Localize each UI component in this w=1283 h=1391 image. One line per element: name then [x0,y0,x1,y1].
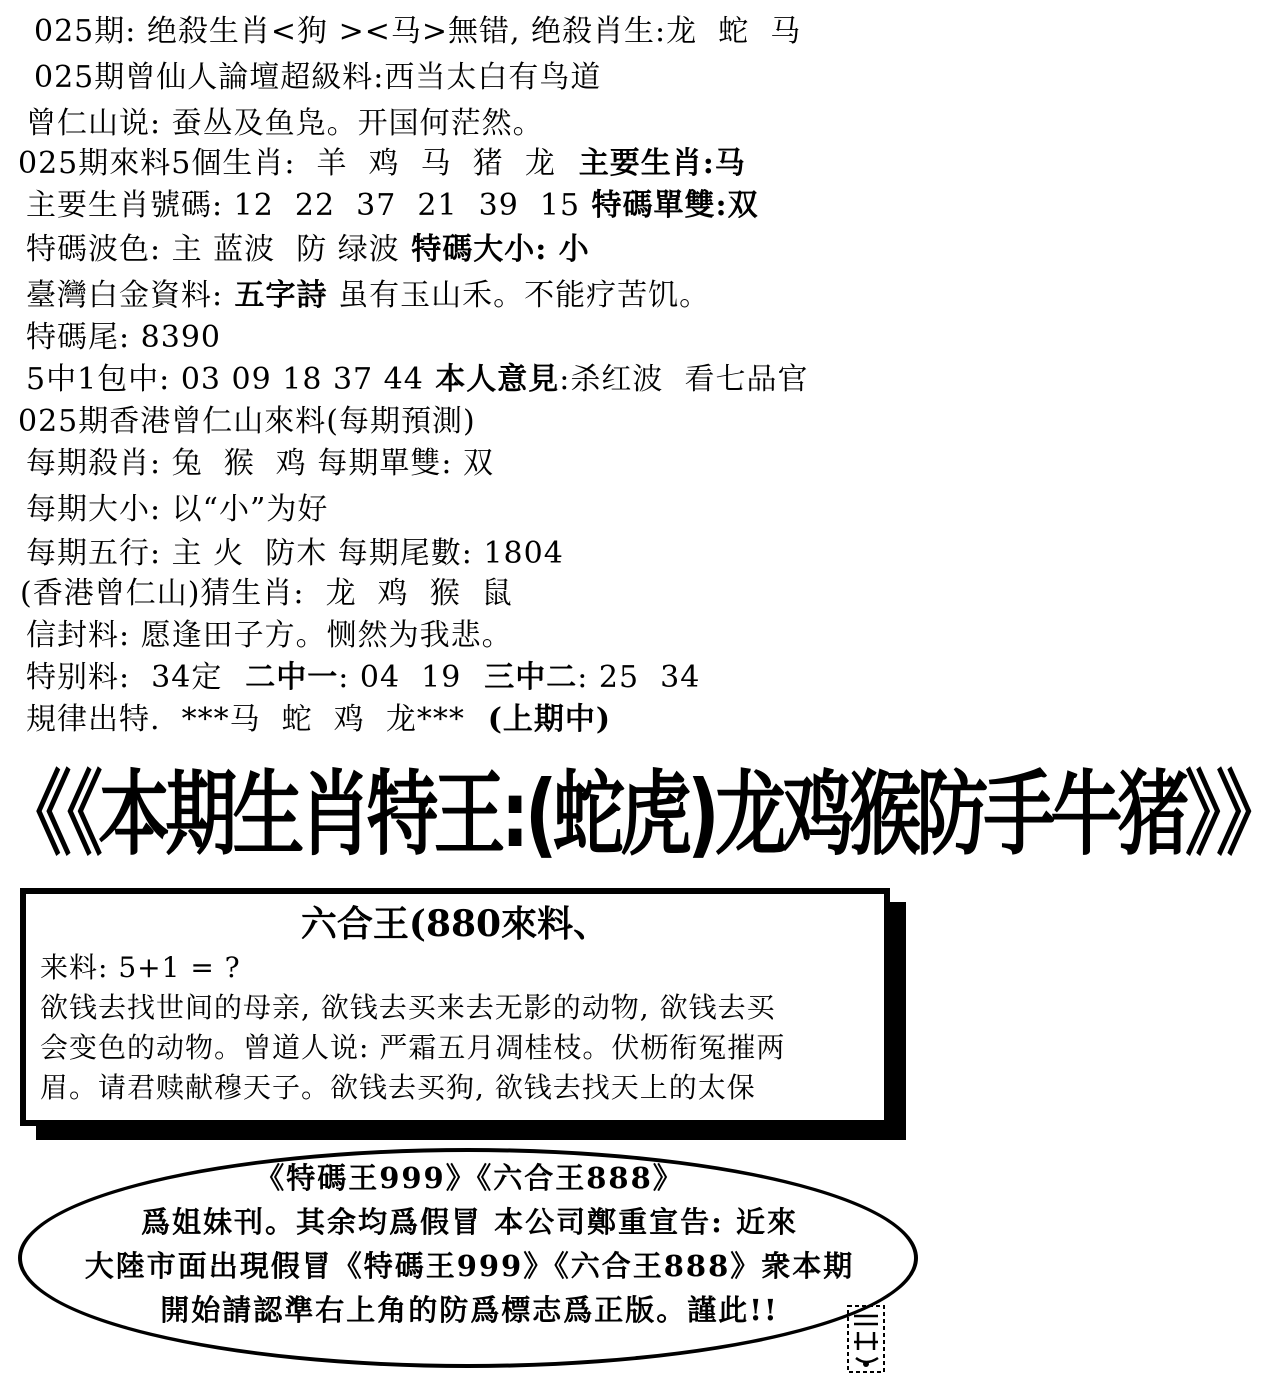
line-7-poem-label: 五字詩 [223,278,328,313]
notice-line-1: 《特碼王999》《六合王888》 [255,1161,684,1195]
line-16-three-in-two: : 25 34 [577,660,701,695]
notice-line-4: 開始請認準右上角的防爲標志爲正版。謹此!! [160,1293,779,1327]
line-5 [26,188,759,224]
line-3 [26,106,544,142]
line-8 [26,320,221,356]
line-3-text: 曾仁山说: 蚕丛及鱼凫。开国何茫然。 [26,106,544,141]
line-16-two-in-one-label: 二中一 [222,660,339,695]
line-17 [26,702,611,738]
box-title: 六合王(880來料、 [300,903,610,945]
line-1 [34,14,801,50]
box-line-1: 来料: 5+1 = ? [40,951,241,984]
anti-fake-seal-icon [842,1302,892,1378]
line-4 [18,146,746,182]
line-16 [26,660,700,696]
line-17-last-hit: (上期中) [464,702,612,737]
line-15 [26,618,513,654]
line-9-opinion: :杀红波 看七品官 [559,362,809,397]
line-5-odd-even: 特碼單雙:双 [580,188,759,223]
line-16-two-in-one: : 04 19 [338,660,462,695]
line-13-text: 每期五行: 主 火 防木 [26,536,328,571]
line-7 [26,278,710,314]
line-7-poem: 虽有玉山禾。不能疗苦饥。 [327,278,711,313]
line-13-tail: 每期尾數: 1804 [327,536,564,571]
line-6-text: 特碼波色: 主 蓝波 防 绿波 [26,232,400,267]
notice-line-3: 大陸市面出現假冒《特碼王999》《六合王888》衆本期 [84,1249,855,1283]
line-5-text: 主要生肖號碼: 12 22 37 21 39 15 [26,188,581,223]
line-6-size: 特碼大小: 小 [399,232,590,267]
line-11-text: 每期殺肖: 兔 猴 鸡 [26,446,307,481]
line-9 [26,362,808,398]
line-14-text: (香港曾仁山)猜生肖: 龙 鸡 猴 鼠 [20,576,513,611]
line-8-text: 特碼尾: 8390 [26,320,221,355]
notice-line-2: 爲姐妹刊。其余均爲假冒 本公司鄭重宣告: 近來 [141,1205,798,1239]
line-12-text: 每期大小: 以“小”为好 [26,492,329,527]
line-4-main-zodiac: 主要生肖:马 [555,146,746,181]
line-4-text: 025期來料5個生肖: 羊 鸡 马 猪 龙 [18,146,556,181]
line-12 [26,492,328,528]
headline-banner: 《《本期生肖特王:(蛇虎)龙鸡猴防手牛猪》》 [0,761,1283,868]
line-14 [20,576,513,612]
line-17-text: 規律出特. ***马 蛇 鸡 龙*** [26,702,465,737]
box-line-2: 欲钱去找世间的母亲, 欲钱去买来去无影的动物, 欲钱去买 [40,991,776,1024]
box-line-3: 会变色的动物。曾道人说: 严霜五月凋桂枝。伏枥衔冤摧两 [40,1031,786,1064]
line-7-label: 臺灣白金資料: [26,278,224,313]
line-1-text: 025期: 绝殺生肖<狗 ><马>無错, 绝殺肖生:龙 蛇 马 [34,14,802,49]
liuhe-box [20,888,890,1126]
line-16-three-in-two-label: 三中二 [461,660,578,695]
line-13 [26,536,564,572]
line-2 [34,60,601,96]
line-9-text: 5中1包中: 03 09 18 37 44 [26,362,424,397]
line-6 [26,232,590,268]
line-15-text: 信封料: 愿逢田子方。恻然为我悲。 [26,618,513,653]
box-line-4: 眉。请君赎献穆天子。欲钱去买狗, 欲钱去找天上的太保 [40,1071,756,1104]
line-11-odd-even: 每期單雙: 双 [306,446,494,481]
line-16-text: 特别料: 34定 [26,660,223,695]
line-9-opinion-label: 本人意見 [423,362,560,397]
line-10-text: 025期香港曾仁山來料(每期預測) [18,404,476,439]
line-10 [18,404,476,440]
line-2-text: 025期曾仙人論壇超級料:西当太白有鸟道 [34,60,602,95]
line-11 [26,446,494,482]
